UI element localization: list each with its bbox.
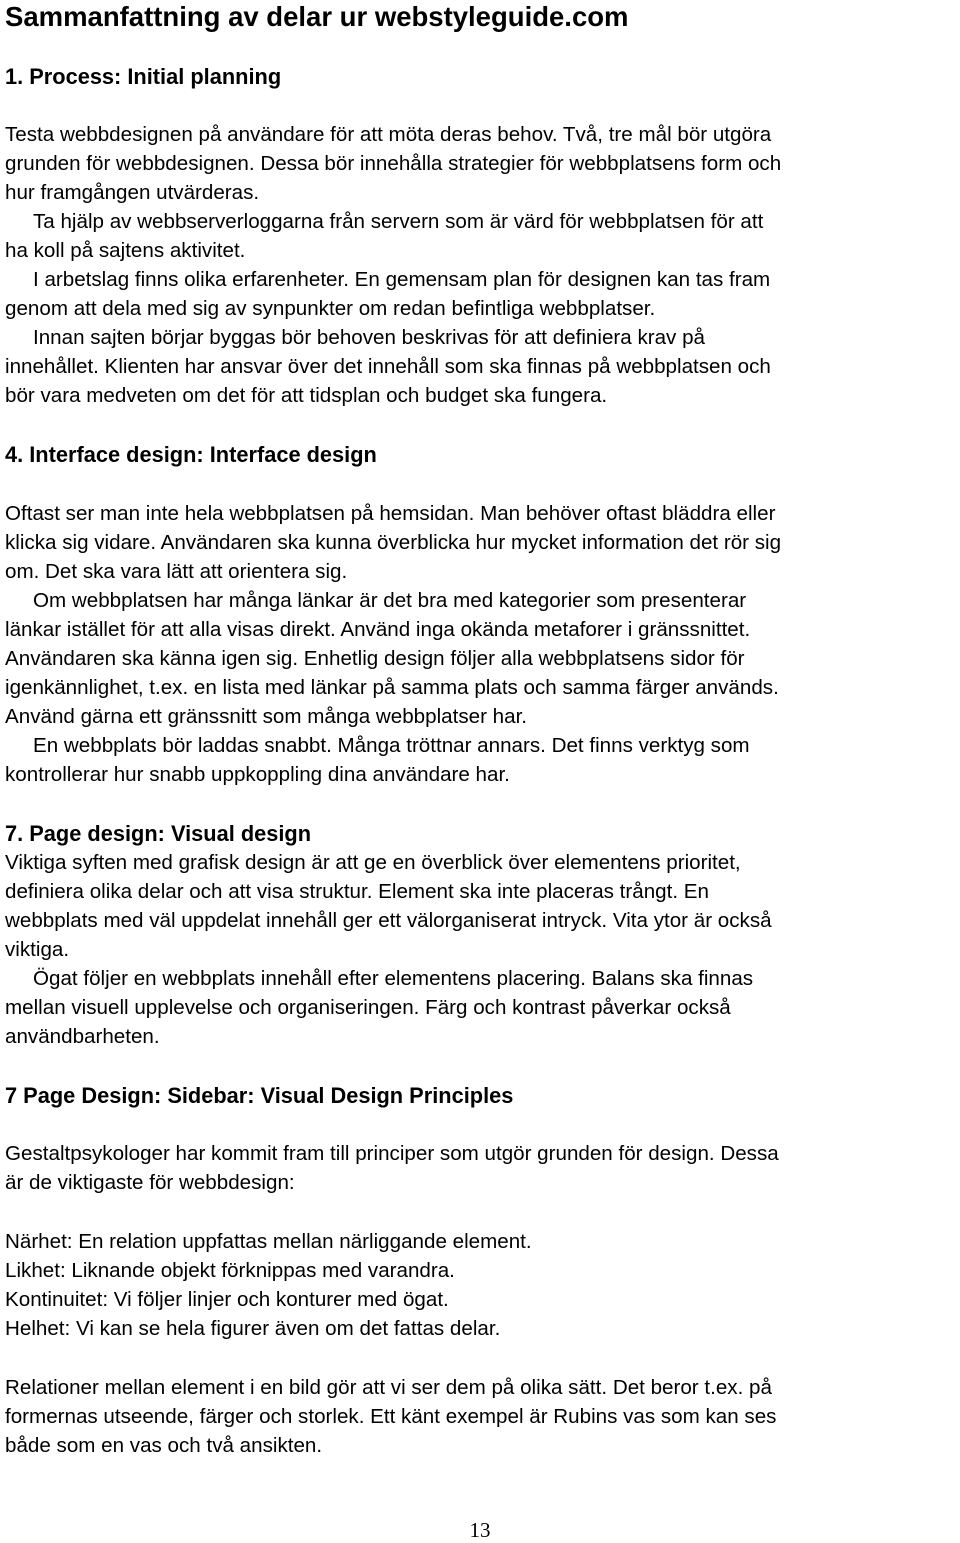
paragraph-line: Gestaltpsykologer har kommit fram till principer som utgör grunden för design. Dessa	[5, 1142, 779, 1165]
paragraph-line: En webbplats bör laddas snabbt. Många tröttnar annars. Det finns verktyg som	[33, 734, 750, 757]
page-title: Sammanfattning av delar ur webstyleguide.com	[5, 1, 629, 32]
paragraph-line: länkar istället för att alla visas direkt. Använd inga okända metaforer i gränssnittet.	[5, 618, 751, 641]
paragraph-line: genom att dela med sig av synpunkter om redan befintliga webbplatser.	[5, 297, 656, 320]
paragraph-line: bör vara medveten om det för att tidsplan och budget ska fungera.	[5, 384, 608, 407]
paragraph-line: mellan visuell upplevelse och organiseringen. Färg och kontrast påverkar också	[5, 996, 731, 1019]
paragraph-line: Viktiga syften med grafisk design är att ge en överblick över elementens prioritet,	[5, 851, 741, 874]
paragraph-line: hur framgången utvärderas.	[5, 181, 260, 204]
paragraph-line: igenkännlighet, t.ex. en lista med länkar på samma plats och samma färger används.	[5, 676, 779, 699]
paragraph-line: Innan sajten börjar byggas bör behoven beskrivas för att definiera krav på	[33, 326, 705, 349]
paragraph-line: Använd gärna ett gränssnitt som många webbplatser har.	[5, 705, 528, 728]
paragraph-line: formernas utseende, färger och storlek. Ett känt exempel är Rubins vas som kan ses	[5, 1405, 777, 1428]
paragraph-line: om. Det ska vara lätt att orientera sig.	[5, 560, 348, 583]
paragraph-line: Testa webbdesignen på användare för att möta deras behov. Två, tre mål bör utgöra	[5, 123, 772, 146]
page-number: 13	[469, 1518, 491, 1542]
paragraph-line: I arbetslag finns olika erfarenheter. En gemensam plan för designen kan tas fram	[33, 268, 771, 291]
paragraph-line: användbarheten.	[5, 1025, 160, 1048]
paragraph-line: klicka sig vidare. Användaren ska kunna överblicka hur mycket information det rör sig	[5, 531, 782, 554]
paragraph-line: är de viktigaste för webbdesign:	[5, 1171, 295, 1194]
list-item: Kontinuitet: Vi följer linjer och konturer med ögat.	[5, 1288, 449, 1311]
list-item: Helhet: Vi kan se hela figurer även om det fattas delar.	[5, 1317, 501, 1340]
paragraph-line: viktiga.	[5, 938, 70, 961]
section-heading: 1. Process: Initial planning	[5, 64, 282, 89]
paragraph-line: Användaren ska känna igen sig. Enhetlig design följer alla webbplatsens sidor för	[5, 647, 745, 670]
paragraph-line: innehållet. Klienten har ansvar över det innehåll som ska finnas på webbplatsen och	[5, 355, 771, 378]
paragraph-line: kontrollerar hur snabb uppkoppling dina användare har.	[5, 763, 510, 786]
list-item: Närhet: En relation uppfattas mellan närliggande element.	[5, 1230, 532, 1253]
paragraph-line: Om webbplatsen har många länkar är det bra med kategorier som presenterar	[33, 589, 747, 612]
paragraph-line: grunden för webbdesignen. Dessa bör innehålla strategier för webbplatsens form och	[5, 152, 782, 175]
paragraph-line: ha koll på sajtens aktivitet.	[5, 239, 246, 262]
section-heading: 7. Page design: Visual design	[5, 821, 312, 846]
paragraph-line: Ta hjälp av webbserverloggarna från servern som är värd för webbplatsen för att	[33, 210, 764, 233]
paragraph-line: både som en vas och två ansikten.	[5, 1434, 323, 1457]
paragraph-line: Relationer mellan element i en bild gör att vi ser dem på olika sätt. Det beror t.ex. på	[5, 1376, 772, 1399]
paragraph-line: Oftast ser man inte hela webbplatsen på hemsidan. Man behöver oftast bläddra eller	[5, 502, 776, 525]
paragraph-line: definiera olika delar och att visa struktur. Element ska inte placeras trångt. En	[5, 880, 709, 903]
paragraph-line: Ögat följer en webbplats innehåll efter elementens placering. Balans ska finnas	[33, 967, 754, 990]
list-item: Likhet: Liknande objekt förknippas med varandra.	[5, 1259, 455, 1282]
section-heading: 7 Page Design: Sidebar: Visual Design Principles	[5, 1083, 514, 1108]
paragraph-line: webbplats med väl uppdelat innehåll ger ett välorganiserat intryck. Vita ytor är också	[5, 909, 772, 932]
section-heading: 4. Interface design: Interface design	[5, 442, 377, 467]
